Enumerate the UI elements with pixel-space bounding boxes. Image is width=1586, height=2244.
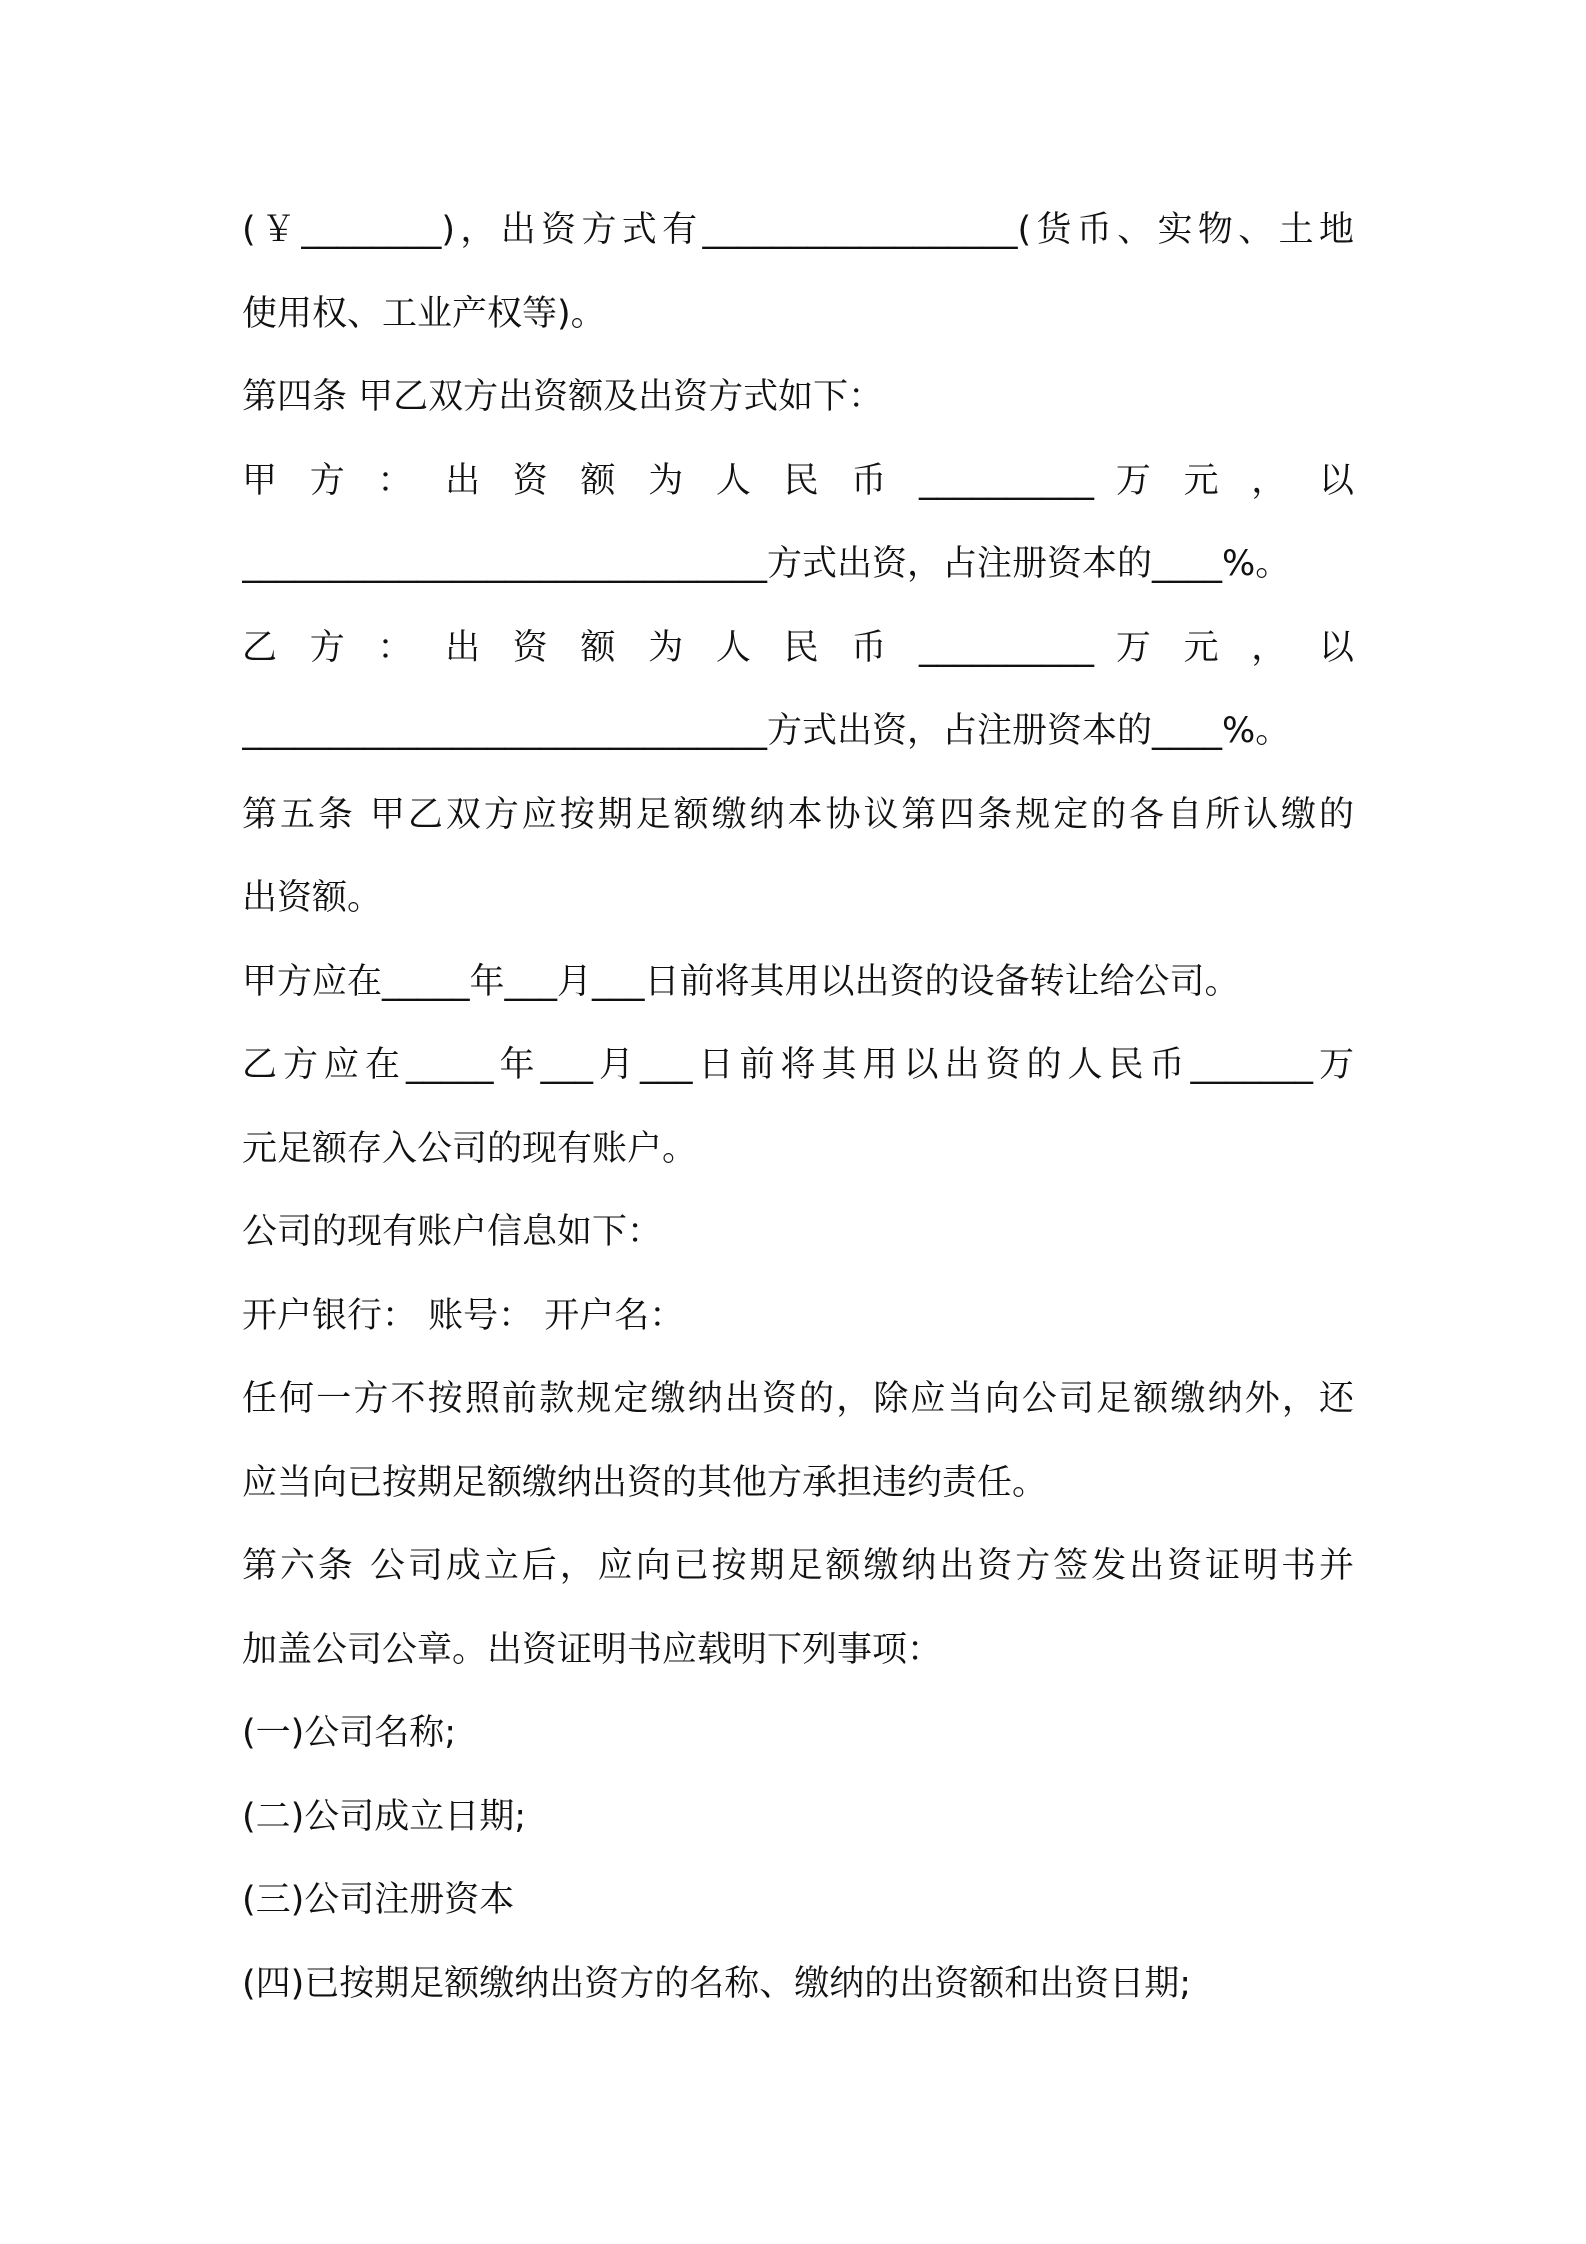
- text-line: 加盖公司公章。出资证明书应载明下列事项：: [242, 1629, 943, 1670]
- list-item: (一)公司名称;: [242, 1713, 457, 1753]
- document-body: [242, 196, 1354, 2033]
- party-b-contribution-method: ______________________________方式出资，占注册资本的____%。: [242, 711, 1291, 751]
- text-line: 应当向已按期足额缴纳出资的其他方承担违约责任。: [242, 1462, 1048, 1503]
- party-a-deadline: 甲方应在_____年___月___日前将其用以出资的设备转让给公司。: [242, 961, 1240, 1002]
- party-b-deadline: 乙方应在_____年___月___日前将其用以出资的人民币_______万: [242, 1045, 1354, 1085]
- article-5-heading: 第五条 甲乙双方应按期足额缴纳本协议第四条规定的各自所认缴的: [242, 794, 1354, 835]
- account-info-heading: 公司的现有账户信息如下：: [242, 1212, 663, 1252]
- list-item: (四)已按期足额缴纳出资方的名称、缴纳的出资额和出资日期;: [242, 1963, 1192, 2004]
- text-line: 元足额存入公司的现有账户。: [242, 1128, 698, 1169]
- breach-clause: 任何一方不按照前款规定缴纳出资的，除应当向公司足额缴纳外，还: [242, 1379, 1354, 1419]
- account-info-fields: 开户银行： 账号： 开户名：: [242, 1295, 685, 1336]
- text-line: (￥________)，出资方式有__________________(货币、实物、土地: [242, 210, 1354, 250]
- text-line: 出资额。: [242, 878, 383, 918]
- party-b-contribution: 乙 方 ： 出 资 额 为 人 民 币 __________ 万 元 ， 以: [242, 627, 1354, 668]
- article-4-heading: 第四条 甲乙双方出资额及出资方式如下：: [242, 377, 884, 417]
- party-a-contribution-method: ______________________________方式出资，占注册资本的____%。: [242, 544, 1291, 584]
- article-6-heading: 第六条 公司成立后，应向已按期足额缴纳出资方签发出资证明书并: [242, 1546, 1354, 1586]
- list-item: (二)公司成立日期;: [242, 1796, 527, 1837]
- list-item: (三)公司注册资本: [242, 1880, 515, 1920]
- text-line: 使用权、工业产权等)。: [242, 293, 606, 334]
- party-a-contribution: 甲 方 ： 出 资 额 为 人 民 币 __________ 万 元 ， 以: [242, 460, 1354, 501]
